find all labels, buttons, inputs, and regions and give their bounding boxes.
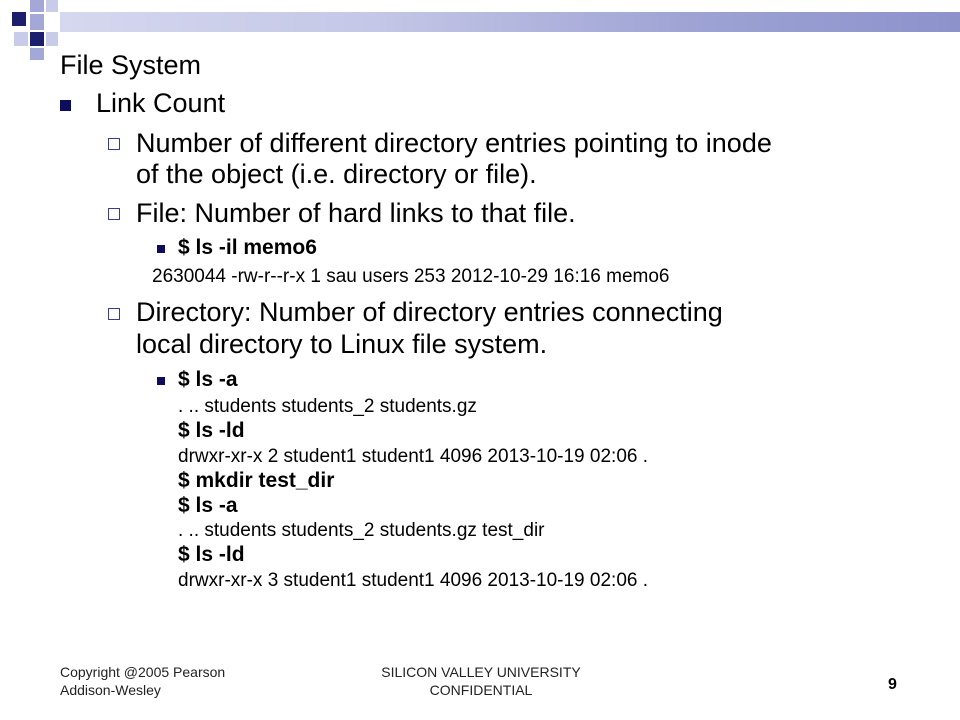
hollow-square-icon (108, 308, 120, 320)
command-ls-il: $ ls -il memo6 (178, 236, 317, 259)
slide-title: File System (60, 50, 202, 80)
hollow-square-icon (108, 138, 120, 150)
footer-copyright (60, 663, 225, 699)
footer-copyright-line1: Copyright @2005 Pearson (60, 664, 226, 680)
bullet-link-count: Link Count (96, 88, 226, 118)
bullet-square-icon (157, 377, 165, 385)
corner-square-lavender-2 (30, 14, 44, 30)
command-ls-a-2: $ ls -a (178, 494, 238, 517)
sub-bullet-directory-line1: Directory: Number of directory entries connecting (136, 297, 723, 327)
command-mkdir: $ mkdir test_dir (178, 469, 335, 492)
corner-square-pale-2 (14, 32, 28, 46)
corner-square-pale-3 (46, 32, 58, 46)
command-ls-a-1: $ ls -a (178, 368, 238, 391)
sub-bullet-directory-line2: local directory to Linux file system. (136, 329, 548, 359)
command-ls-ld-1: $ ls -ld (178, 419, 245, 442)
hollow-square-icon (108, 208, 120, 220)
sub-bullet-file: File: Number of hard links to that file. (136, 198, 576, 228)
output-ls-a-2: . .. students students_2 students.gz test_dir (178, 520, 545, 541)
corner-square-lavender-3 (30, 48, 44, 60)
sub-bullet-number-line1: Number of different directory entries pointing to inode (136, 128, 772, 158)
corner-square-navy (12, 12, 26, 26)
footer-copyright-line2: Addison-Wesley (60, 682, 161, 698)
command-ls-ld-2: $ ls -ld (178, 543, 245, 566)
bullet-square-icon (60, 100, 71, 111)
output-ls-il: 2630044 -rw-r--r-x 1 sau users 253 2012-10-29 16:16 memo6 (152, 266, 670, 287)
bullet-square-icon (157, 245, 165, 253)
header-gradient-bar (60, 12, 960, 32)
footer-confidential (336, 663, 626, 699)
output-ls-ld-1: drwxr-xr-x 2 student1 student1 4096 2013-10-19 02:06 . (178, 446, 649, 467)
page-number: 9 (888, 676, 897, 693)
output-ls-a-1: . .. students students_2 students.gz (178, 396, 477, 417)
corner-square-navy-2 (30, 32, 44, 46)
sub-bullet-number-line2: of the object (i.e. directory or file). (136, 159, 537, 189)
corner-square-lavender (30, 0, 44, 12)
corner-square-pale (46, 0, 58, 12)
footer-center-line2: CONFIDENTIAL (429, 682, 533, 698)
output-ls-ld-2: drwxr-xr-x 3 student1 student1 4096 2013-10-19 02:06 . (178, 570, 649, 591)
footer-center-line1: SILICON VALLEY UNIVERSITY (381, 664, 581, 680)
